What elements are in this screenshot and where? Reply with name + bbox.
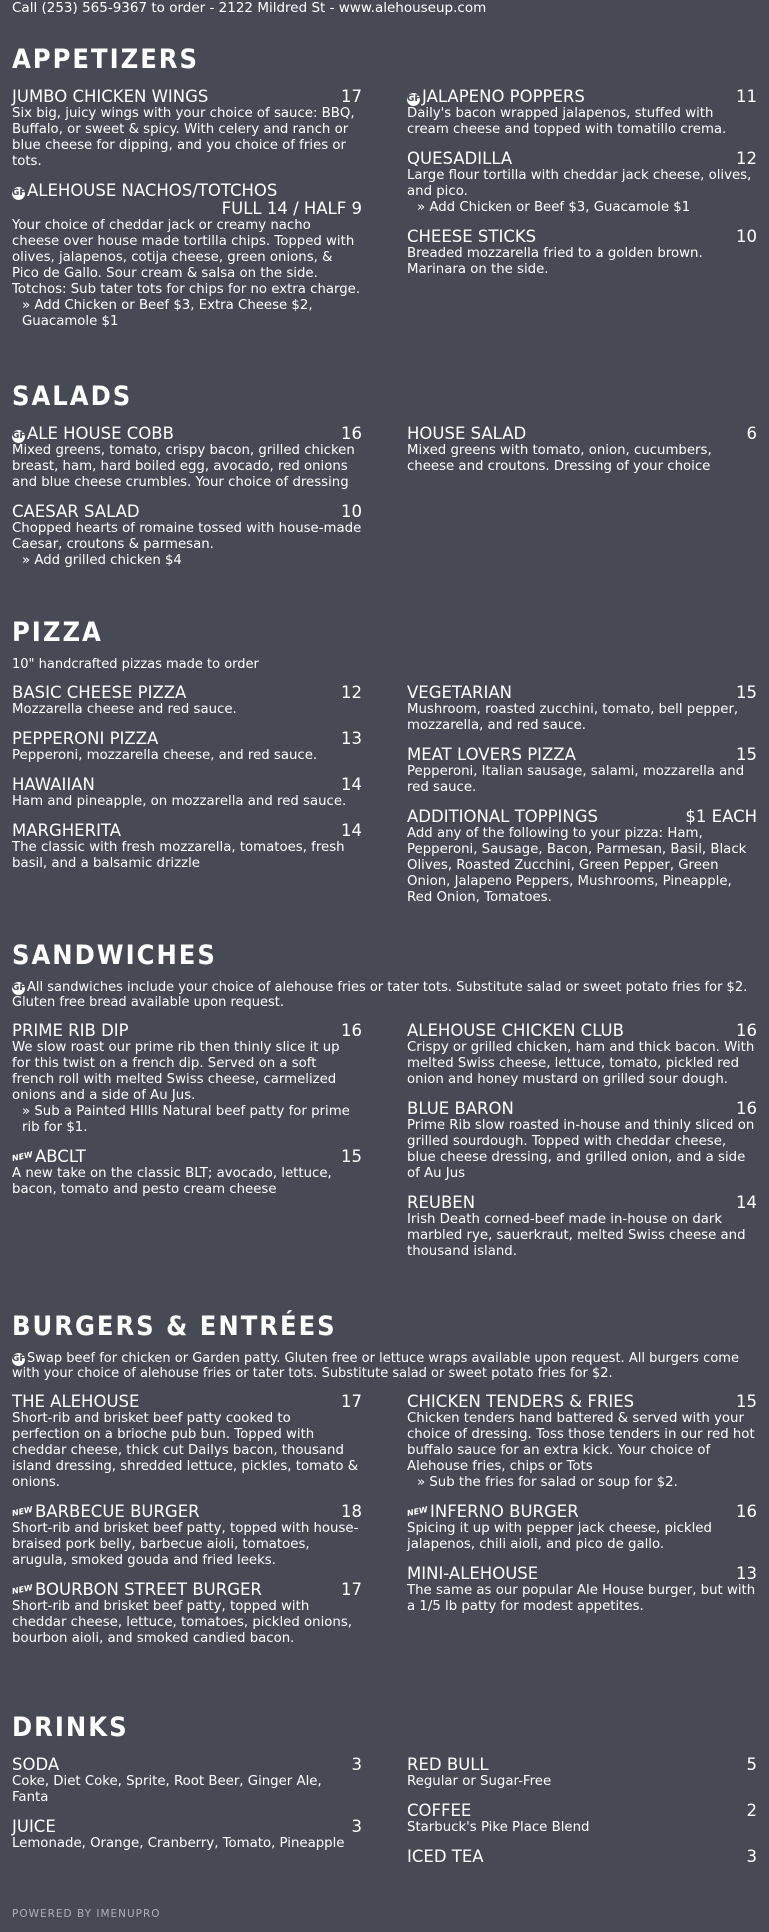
- burgers-section: [12, 1311, 757, 1659]
- item-price: 16: [341, 1021, 362, 1040]
- menu-item: [12, 730, 362, 764]
- item-price: 15: [736, 1392, 757, 1411]
- right-column: [407, 1022, 757, 1272]
- item-name: VEGETARIAN: [407, 683, 512, 702]
- item-name: CHEESE STICKS: [407, 227, 537, 246]
- menu-item: [407, 1393, 757, 1491]
- item-desc: Crispy or grilled chicken, ham and thick bacon. With melted Swiss cheese, lettuce, tomato, pickled red onion and honey mustard on grilled sour dough.: [407, 1040, 755, 1087]
- drinks-section: [12, 1712, 757, 1878]
- sandwiches-section: [12, 940, 757, 1272]
- item-name: SODA: [12, 1755, 60, 1774]
- item-price: 16: [341, 424, 362, 443]
- item-price: 5: [746, 1755, 757, 1774]
- menu-item: [12, 1503, 362, 1569]
- menu-item: [12, 425, 362, 491]
- menu-item: [12, 1581, 362, 1647]
- menu-item: [12, 503, 362, 569]
- menu-item: [12, 182, 362, 330]
- right-column: [407, 684, 757, 918]
- item-price: 16: [736, 1099, 757, 1118]
- item-desc: The classic with fresh mozzarella, tomatoes, fresh basil, and a balsamic drizzle: [12, 840, 345, 871]
- menu-item: [12, 684, 362, 718]
- item-desc: Regular or Sugar-Free: [407, 1774, 552, 1789]
- item-price: 15: [341, 1147, 362, 1166]
- pizza-section: [12, 617, 757, 918]
- item-name: INFERNO BURGER: [429, 1502, 579, 1521]
- item-desc: Pepperoni, mozzarella cheese, and red sauce.: [12, 748, 318, 763]
- powered-by-link[interactable]: POWERED BY IMENUPRO: [12, 1908, 161, 1920]
- menu-item: [407, 1848, 757, 1866]
- item-name: CHICKEN TENDERS & FRIES: [407, 1392, 635, 1411]
- item-desc: Chicken tenders hand battered & served with your choice of dressing. Toss those tenders in our red hot buffalo sauce for an extra kick. Your choice of Alehouse fries, chips or Tots: [407, 1411, 755, 1474]
- item-name: JALAPENO POPPERS: [422, 87, 585, 106]
- menu-item: [407, 684, 757, 734]
- item-desc: A new take on the classic BLT; avocado, lettuce, bacon, tomato and pesto cream cheese: [12, 1166, 332, 1197]
- item-desc: Breaded mozzarella fried to a golden brown. Marinara on the side.: [407, 246, 703, 277]
- item-name: JUMBO CHICKEN WINGS: [12, 87, 209, 106]
- item-name: RED BULL: [407, 1755, 489, 1774]
- item-name: HOUSE SALAD: [407, 424, 527, 443]
- right-column: [407, 88, 757, 342]
- item-name: BOURBON STREET BURGER: [34, 1580, 262, 1599]
- item-name: HAWAIIAN: [12, 775, 95, 794]
- item-desc: Mixed greens, tomato, crispy bacon, grilled chicken breast, ham, hard boiled egg, avocado, red onions and blue cheese crumbles. Your choice of dressing: [12, 443, 355, 490]
- item-desc: Add any of the following to your pizza: Ham, Pepperoni, Sausage, Bacon, Parmesan, Basil, Black Olives, Roasted Zucchini, Green Pepper, Green Onion, Jalapeno Peppers, Mushrooms, Pineapple, Red Onion, Tomatoes.: [407, 826, 747, 905]
- item-price: 10: [341, 502, 362, 521]
- gluten-free-icon: GF: [12, 983, 26, 993]
- gluten-free-icon: GF: [12, 431, 26, 441]
- item-name: ADDITIONAL TOPPINGS: [407, 807, 598, 826]
- item-price: 3: [746, 1847, 757, 1866]
- left-column: [12, 684, 362, 918]
- item-price: FULL 14 / HALF 9: [221, 199, 362, 218]
- menu-item: [12, 1818, 362, 1852]
- item-addon: » Add Chicken or Beef $3, Extra Cheese $2, Guacamole $1: [22, 298, 313, 329]
- item-name: ICED TEA: [407, 1847, 484, 1866]
- menu-item: [407, 425, 757, 475]
- menu-item: [407, 1565, 757, 1615]
- item-addon: » Add Chicken or Beef $3, Guacamole $1: [417, 200, 691, 215]
- item-desc: Mixed greens with tomato, onion, cucumbers, cheese and croutons. Dressing of your choice: [407, 443, 712, 474]
- new-icon: NEW: [11, 1504, 34, 1519]
- item-price: 10: [736, 227, 757, 246]
- item-price: 16: [736, 1021, 757, 1040]
- menu-item: [12, 1393, 362, 1491]
- item-name: PRIME RIB DIP: [12, 1021, 129, 1040]
- menu-item: [407, 150, 757, 216]
- item-name: BARBECUE BURGER: [34, 1502, 200, 1521]
- item-desc: Daily's bacon wrapped jalapenos, stuffed with cream cheese and topped with tomatillo crema.: [407, 106, 727, 137]
- right-column: [407, 1393, 757, 1659]
- item-price: 3: [351, 1817, 362, 1836]
- left-column: [12, 1022, 362, 1272]
- menu-item: [407, 1194, 757, 1260]
- item-price: 14: [736, 1193, 757, 1212]
- menu-item: [12, 776, 362, 810]
- item-desc: Chopped hearts of romaine tossed with house-made Caesar, croutons & parmesan.: [12, 521, 362, 552]
- item-desc: Lemonade, Orange, Cranberry, Tomato, Pineapple: [12, 1836, 345, 1851]
- menu-item: [12, 822, 362, 872]
- item-price: 2: [746, 1801, 757, 1820]
- section-subtitle: Swap beef for chicken or Garden patty. Gluten free or lettuce wraps available upon request. All burgers come with your choice of alehouse fries or tater tots. Substitute salad or sweet potato fries for $2.: [12, 1351, 739, 1381]
- section-title: SALADS: [12, 381, 133, 412]
- right-column: [407, 425, 757, 581]
- left-column: [12, 425, 362, 581]
- item-name: REUBEN: [407, 1193, 476, 1212]
- item-name: BASIC CHEESE PIZZA: [12, 683, 187, 702]
- item-price: 14: [341, 821, 362, 840]
- menu-item: [12, 1022, 362, 1136]
- gluten-free-icon: GF: [12, 1354, 26, 1364]
- new-icon: NEW: [406, 1504, 429, 1519]
- item-desc: Short-rib and brisket beef patty, topped with house-braised pork belly, barbecue aioli, tomatoes, arugula, smoked gouda and fried leeks.: [12, 1521, 359, 1568]
- item-name: ALEHOUSE NACHOS/TOTCHOS: [27, 181, 278, 200]
- item-desc: Large flour tortilla with cheddar jack cheese, olives, and pico.: [407, 168, 752, 199]
- item-name: CAESAR SALAD: [12, 502, 140, 521]
- item-price: 16: [736, 1502, 757, 1521]
- menu-item: [407, 88, 757, 138]
- gluten-free-icon: GF: [12, 188, 26, 198]
- item-name: ALEHOUSE CHICKEN CLUB: [407, 1021, 624, 1040]
- menu-item: [12, 88, 362, 170]
- item-price: 15: [736, 745, 757, 764]
- new-icon: NEW: [11, 1149, 34, 1164]
- item-desc: We slow roast our prime rib then thinly slice it up for this twist on a french dip. Served on a soft french roll with melted Swiss cheese, carmelized onions and a side of Au Jus.: [12, 1040, 340, 1103]
- item-desc: Coke, Diet Coke, Sprite, Root Beer, Ginger Ale, Fanta: [12, 1774, 322, 1805]
- item-price: 12: [341, 683, 362, 702]
- menu-item: [407, 808, 757, 906]
- item-name: JUICE: [12, 1817, 56, 1836]
- item-name: MEAT LOVERS PIZZA: [407, 745, 576, 764]
- order-info: Call (253) 565-9367 to order - 2122 Mildred St - www.alehouseup.com: [12, 0, 487, 16]
- item-name: THE ALEHOUSE: [12, 1392, 140, 1411]
- item-name: ABCLT: [34, 1147, 86, 1166]
- item-name: ALE HOUSE COBB: [27, 424, 174, 443]
- item-desc: Starbuck's Pike Place Blend: [407, 1820, 590, 1835]
- item-name: COFFEE: [407, 1801, 472, 1820]
- item-price: 11: [736, 87, 757, 106]
- item-desc: Mushroom, roasted zucchini, tomato, bell pepper, mozzarella, and red sauce.: [407, 702, 739, 733]
- left-column: [12, 1756, 362, 1878]
- menu-item: [407, 1756, 757, 1790]
- left-column: [12, 88, 362, 342]
- menu-item: [407, 1802, 757, 1836]
- item-addon: » Sub the fries for salad or soup for $2.: [417, 1475, 678, 1490]
- item-price: 15: [736, 683, 757, 702]
- item-desc: Irish Death corned-beef made in-house on dark marbled rye, sauerkraut, melted Swiss cheese and thousand island.: [407, 1212, 746, 1259]
- section-title: DRINKS: [12, 1712, 129, 1743]
- menu-item: [407, 1503, 757, 1553]
- item-name: MINI-ALEHOUSE: [407, 1564, 539, 1583]
- item-price: 13: [341, 729, 362, 748]
- item-desc: The same as our popular Ale House burger, but with a 1/5 lb patty for modest appetites.: [407, 1583, 756, 1614]
- menu-item: [12, 1756, 362, 1806]
- item-price: 3: [351, 1755, 362, 1774]
- item-name: PEPPERONI PIZZA: [12, 729, 159, 748]
- item-desc: Short-rib and brisket beef patty cooked to perfection on a brioche pub bun. Topped with cheddar cheese, thick cut Dailys bacon, thousand island dressing, shredded lettuce, pickles, tomato & onions.: [12, 1411, 359, 1490]
- item-name: QUESADILLA: [407, 149, 513, 168]
- menu-item: [407, 746, 757, 796]
- item-price: 13: [736, 1564, 757, 1583]
- section-title: BURGERS & ENTRÉES: [12, 1311, 337, 1342]
- menu-item: [407, 1022, 757, 1088]
- item-desc: Ham and pineapple, on mozzarella and red sauce.: [12, 794, 347, 809]
- item-desc: Short-rib and brisket beef patty, topped with cheddar cheese, lettuce, tomatoes, pickled onions, bourbon aioli, and smoked candied bacon.: [12, 1599, 352, 1646]
- item-price: 17: [341, 87, 362, 106]
- item-desc: Spicing it up with pepper jack cheese, pickled jalapenos, chili aioli, and pico de gallo.: [407, 1521, 712, 1552]
- item-desc: Your choice of cheddar jack or creamy nacho cheese over house made tortilla chips. Topped with olives, jalapenos, cotija cheese, green onions, & Pico de Gallo. Sour cream & salsa on the side. Totchos: Sub tater tots for chips for no extra charge.: [12, 218, 361, 297]
- appetizers-section: [12, 44, 757, 342]
- item-price: 6: [746, 424, 757, 443]
- left-column: [12, 1393, 362, 1659]
- item-name: MARGHERITA: [12, 821, 122, 840]
- item-desc: Six big, juicy wings with your choice of sauce: BBQ, Buffalo, or sweet & spicy. With celery and ranch or blue cheese for dipping, and you choice of fries or tots.: [12, 106, 355, 169]
- item-price: 17: [341, 1392, 362, 1411]
- item-addon: » Add grilled chicken $4: [22, 553, 182, 568]
- section-subtitle: All sandwiches include your choice of alehouse fries or tater tots. Substitute salad or sweet potato fries for $2. Gluten free bread available upon request.: [12, 980, 748, 1010]
- menu-item: [407, 228, 757, 278]
- item-desc: Pepperoni, Italian sausage, salami, mozzarella and red sauce.: [407, 764, 745, 795]
- section-title: PIZZA: [12, 617, 103, 648]
- right-column: [407, 1756, 757, 1878]
- item-price: 17: [341, 1580, 362, 1599]
- item-price: 12: [736, 149, 757, 168]
- gluten-free-icon: GF: [407, 94, 421, 104]
- item-desc: Mozzarella cheese and red sauce.: [12, 702, 237, 717]
- new-icon: NEW: [11, 1582, 34, 1597]
- section-title: SANDWICHES: [12, 940, 217, 971]
- menu-item: [12, 1148, 362, 1198]
- item-name: BLUE BARON: [407, 1099, 514, 1118]
- item-price: $1 EACH: [685, 807, 757, 826]
- salads-section: [12, 381, 757, 581]
- item-desc: Prime Rib slow roasted in-house and thinly sliced on grilled sourdough. Topped with cheddar cheese, blue cheese dressing, and grilled onion, and a side of Au Jus: [407, 1118, 755, 1181]
- item-addon: » Sub a Painted HIlls Natural beef patty for prime rib for $1.: [22, 1104, 350, 1135]
- menu-item: [407, 1100, 757, 1182]
- section-subtitle: 10" handcrafted pizzas made to order: [12, 657, 259, 672]
- section-title: APPETIZERS: [12, 44, 200, 75]
- item-price: 14: [341, 775, 362, 794]
- item-price: 18: [341, 1502, 362, 1521]
